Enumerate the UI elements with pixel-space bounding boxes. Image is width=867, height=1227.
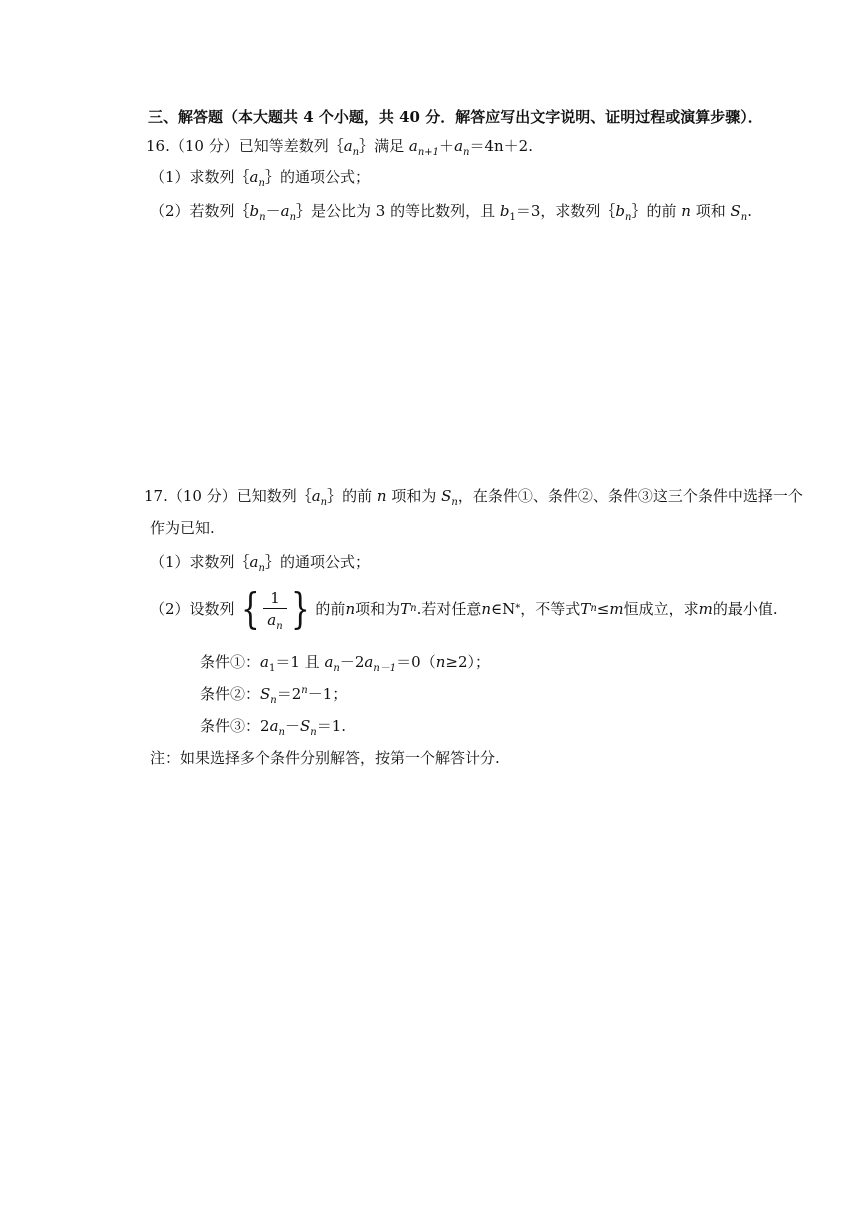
q17-note: 注：如果选择多个条件分别解答，按第一个解答计分. <box>150 749 500 767</box>
reciprocal-sequence-fraction: { $\frac{1}{a_n}$ } <box>240 584 310 633</box>
q17-condition-2: 条件②：$S_n=2^n-1$； <box>200 685 348 706</box>
q17-part2: （2）设数列 { $\frac{1}{a_n}$ } 的前 n 项和为 T n .若对任意 n ∈N * ，不等式 T n ≤ m 恒成立，求 m 的最小值. <box>150 584 778 633</box>
q17-condition-3: 条件③：$2a_n-S_n=1$. <box>200 717 347 738</box>
q17-stem-line2: 作为已知. <box>150 519 215 537</box>
q17-part1: （1）求数列$\{a_n\}$的通项公式； <box>150 553 370 574</box>
q16-stem: 16.（10 分）已知等差数列$\{a_n\}$满足 $a_{n+1}+a_n=4n+2$. <box>146 137 533 158</box>
section-title: 三、解答题（本大题共 4 个小题，共 40 分．解答应写出文字说明、证明过程或演算步骤）． <box>148 108 763 126</box>
q17-condition-1: 条件①：$a_1=1$ 且 $a_n-2a_{n-1}=0(n\ge 2)$； <box>200 653 490 674</box>
q17-stem: 17.（10 分）已知数列$\{a_n\}$的前 n 项和为 $S_n$，在条件①、条件②、条件③这三个条件中选择一个 <box>144 487 803 508</box>
q16-part2: （2）若数列$\{b_n-a_n\}$是公比为 3 的等比数列，且 $b_1=3$，求数列$\{b_n\}$的前 n 项和 $S_n$. <box>150 202 752 223</box>
q16-part1: （1）求数列$\{a_n\}$的通项公式； <box>150 168 370 189</box>
